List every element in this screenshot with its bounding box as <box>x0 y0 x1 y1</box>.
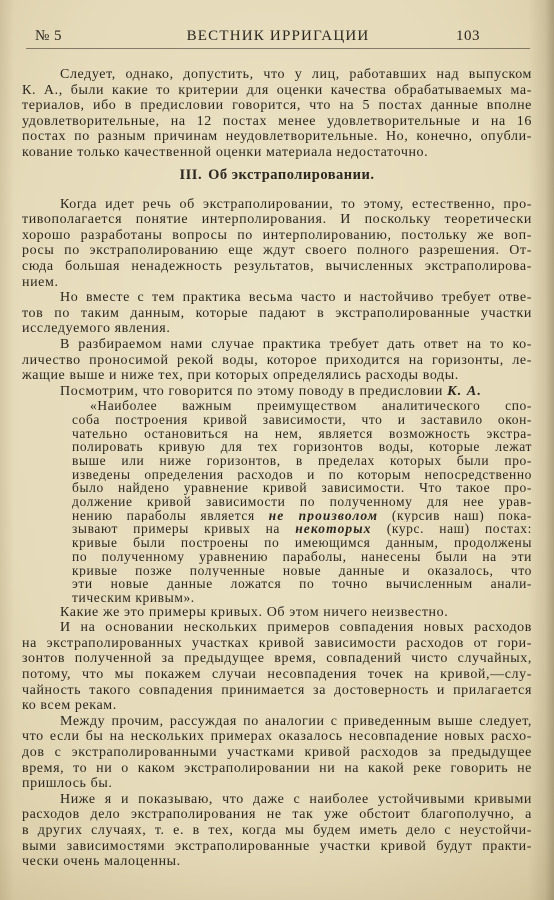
quote-line <box>72 509 532 523</box>
text-segment: зывают примеры кривых на <box>72 522 296 537</box>
paragraph-line: Но вместе с тем практика весьма часто и настойчиво требует отве- <box>60 290 532 306</box>
paragraph-line: выми зависимостями экстраполированные участки кривой будут практи- <box>22 838 532 854</box>
paragraph-line: расходов дело экстраполирования не так уже обстоит благополучно, а <box>22 807 532 823</box>
text-segment: (курсив наш) пока- <box>378 508 532 523</box>
quote-line <box>72 522 532 536</box>
quote-line: «Наиболее важным преимуществом аналитического спо- <box>90 399 532 413</box>
quote-line: тическим кривым». <box>72 590 195 605</box>
paragraph-criteria <box>22 67 532 161</box>
paragraph-line: ко всем рекам. <box>22 698 117 714</box>
paragraph-conclusion <box>22 792 532 870</box>
emphasized-text: некоторых <box>295 522 372 537</box>
paragraph-line: время, то ни о каком экстраполировании ни на какой реке говорить не <box>22 760 532 776</box>
paragraph-line <box>22 384 532 400</box>
header-rule <box>26 48 530 49</box>
paragraph-line: на экстраполированных участках кривой зависимости расходов от гори- <box>22 635 532 651</box>
article-body <box>22 67 532 870</box>
quote-line: полировать кривую для тех горизонтов воды, которые лежат <box>72 440 532 455</box>
running-header <box>28 26 528 46</box>
quote-line: должение кривой зависимости по полученному для нее урав- <box>72 495 532 509</box>
paragraph-line: Следует, однако, допустить, что у лиц, работавших над выпуском <box>60 67 532 82</box>
journal-title: ВЕСТНИК ИРРИГАЦИИ <box>186 28 370 44</box>
quote-line: кривые были построены по имеющимся данным, продолжены <box>72 536 532 550</box>
paragraph-line: жащие выше и ниже тех, при которых определялись расходы воды. <box>22 368 459 384</box>
section-title: Об экстраполировании. <box>208 166 375 183</box>
quote-line: чательно остановиться на нем, является возможность экстра- <box>72 426 532 441</box>
text-segment: нению параболы является <box>72 508 269 523</box>
paragraph-line: тов по таким данным, которые падают в экстраполированные участки <box>22 305 532 321</box>
paragraph-line: И на основании нескольких примеров совпадения новых расходов <box>60 620 532 636</box>
emphasized-text: К. А. <box>447 383 482 399</box>
paragraph-line: кование только качественной оценки материала недостаточно. <box>22 144 429 160</box>
paragraph-line: в других случаях, т. е. в тех, когда мы будем иметь дело с неустойчи- <box>22 822 532 838</box>
issue-number: № 5 <box>35 28 63 44</box>
emphasized-text: не произволом <box>268 508 379 523</box>
paragraph-line: личество проносимой рекой воды, которое приходится на горизонты, ле- <box>22 352 532 368</box>
paragraph-line: потому, что мы покажем случаи несовпадения точек на кривой,—слу- <box>22 666 532 682</box>
quote-line: эти новые данные ложатся по точно вычисленным анали- <box>72 577 532 591</box>
paragraph-analogy <box>22 714 532 792</box>
paragraph-line: хорошо разработаны вопросы по интерполированию, постольку же воп- <box>22 227 532 243</box>
paragraph-line: Между прочим, рассуждая по аналогии с приведенным выше следует, <box>60 713 532 729</box>
quote-line: соба построения кривой зависимости, что и заставило окон- <box>72 412 532 427</box>
paragraph-case <box>22 337 532 384</box>
block-quote <box>72 399 532 604</box>
paragraph-examples <box>22 605 532 621</box>
text-segment: (курс. наш) постах: <box>371 522 532 537</box>
section-number: III. <box>179 166 203 183</box>
paragraph-interpolation <box>22 197 532 291</box>
page-number: 103 <box>456 28 480 44</box>
paragraph-preface <box>22 384 532 400</box>
paragraph-coincidence <box>22 620 532 714</box>
paragraph-line: Ниже я и показываю, что даже с наиболее устойчивыми кривыми <box>60 791 532 807</box>
paragraph-line: росы по экстраполированию еще ждут своего полного разрешения. От- <box>22 243 532 259</box>
paragraph-line: К. А., были какие то критерии для оценки качества обрабатываемых ма- <box>22 82 532 98</box>
quote-line: кривые позже полученные новые данные и оказалось, что <box>72 563 532 578</box>
paragraph-line: чайность такого совпадения принимается за достоверность и прилагается <box>22 682 532 698</box>
paragraph-line: постах по разным причинам неудовлетворительные. Но, конечно, опубли- <box>22 129 532 145</box>
quote-line: по полученному уравнению параболы, нанесены были на эти <box>72 549 532 564</box>
paragraph-practice <box>22 290 532 337</box>
paragraph-line: дов с экстраполированными участками кривой расходов за предыдущее <box>22 744 532 760</box>
paragraph-line: пришлось бы. <box>22 776 113 792</box>
paragraph-line: териалов, ибо в предисловии говорится, что на 5 постах данные вполне <box>22 98 532 114</box>
section-heading <box>22 165 532 185</box>
paragraph-line: тивополагается понятие интерполирования. И поскольку теоретически <box>22 212 532 228</box>
quote-line: было найдено уравнение кривой зависимости. Что такое про- <box>72 481 532 496</box>
paragraph-line: Какие же это примеры кривых. Об этом ничего неизвестно. <box>60 604 449 620</box>
quote-line: изведены определения расходов и по которым непосредственно <box>72 467 532 482</box>
text-segment: Посмотрим, что говорится по этому поводу в предисловии <box>60 383 448 399</box>
paragraph-line: чески очень малоценны. <box>22 854 181 870</box>
quote-line: выше или ниже горизонтов, в пределах которых были про- <box>72 454 532 468</box>
paragraph-line: нием. <box>22 274 59 290</box>
paragraph-line: В разбираемом нами случае практика требует дать ответ на то ко- <box>60 336 532 352</box>
paragraph-line: Когда идет речь об экстраполировании, то этому, естественно, про- <box>60 196 532 212</box>
paragraph-line: исследуемого явления. <box>22 321 171 337</box>
paragraph-line: что если бы на нескольких примерах оказалось несовпадение новых расхо- <box>22 729 532 745</box>
paragraph-line: удовлетворительные, на 12 постах менее удовлетворительные и на 16 <box>22 113 532 129</box>
paragraph-line: сюда большая ненадежность результатов, вычисленных экстраполирова- <box>22 258 532 274</box>
paragraph-line: зонтов полученной за предыдущее время, совпадений чисто случайных, <box>22 651 532 667</box>
